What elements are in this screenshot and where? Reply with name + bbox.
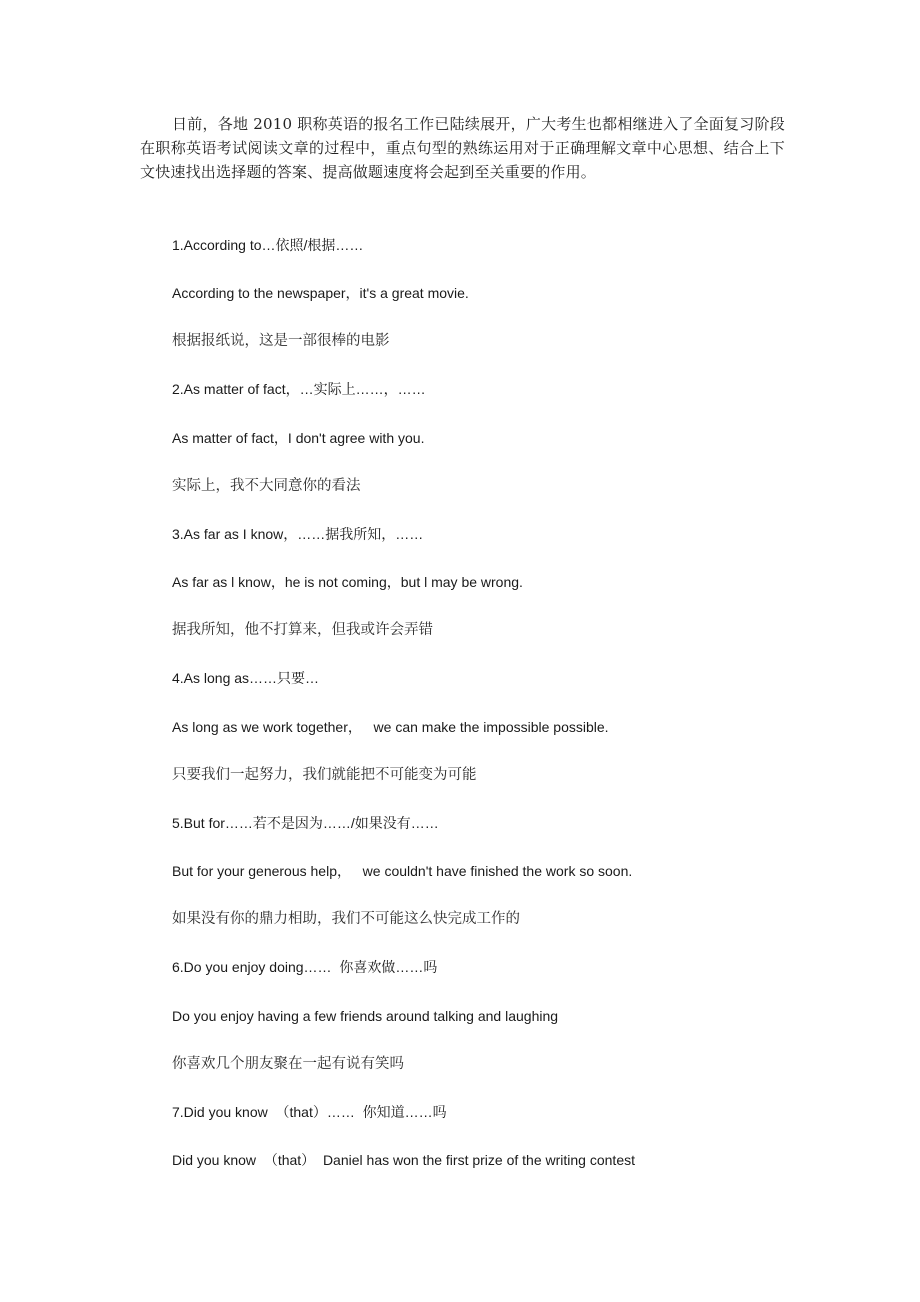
phrase-heading-7: 7.Did you know （that）…… 你知道……吗 [172,1104,447,1120]
example-english-4: As long as we work together， we can make the impossible possible. [172,719,609,735]
example-chinese-2: 实际上，我不大同意你的看法 [172,478,361,494]
example-chinese-3: 据我所知，他不打算来，但我或许会弄错 [172,622,433,638]
example-english-7: Did you know （that） Daniel has won the first prize of the writing contest [172,1152,635,1168]
example-chinese-4: 只要我们一起努力，我们就能把不可能变为可能 [172,767,477,783]
phrase-heading-1: 1.According to…依照/根据…… [172,237,364,253]
example-english-3: As far as l know，he is not coming，but l may be wrong. [172,574,523,590]
phrase-heading-2: 2.As matter of fact，…实际上……，…… [172,381,426,397]
phrase-heading-5: 5.But for……若不是因为……/如果没有…… [172,815,439,831]
example-chinese-6: 你喜欢几个朋友聚在一起有说有笑吗 [172,1056,404,1072]
example-english-6: Do you enjoy having a few friends around talking and laughing [172,1008,559,1024]
example-chinese-1: 根据报纸说，这是一部很棒的电影 [172,333,390,349]
phrase-heading-6: 6.Do you enjoy doing…… 你喜欢做……吗 [172,959,438,975]
example-english-5: But for your generous help， we couldn't have finished the work so soon. [172,863,633,879]
example-english-2: As matter of fact，I don't agree with you. [172,430,425,446]
phrase-heading-4: 4.As long as……只要… [172,670,320,686]
intro-paragraph: 日前，各地 2010 职称英语的报名工作已陆续展开，广大考生也都相继进入了全面复习阶段在职称英语考试阅读文章的过程中，重点句型的熟练运用对于正确理解文章中心思想、结合上下文快速找出选择题的答案、提高做题速度将会起到至关重要的作用。 [140,115,785,181]
example-chinese-5: 如果没有你的鼎力相助，我们不可能这么快完成工作的 [172,911,520,927]
example-english-1: According to the newspaper，it's a great movie. [172,285,469,301]
phrase-heading-3: 3.As far as I know，……据我所知，…… [172,526,424,542]
